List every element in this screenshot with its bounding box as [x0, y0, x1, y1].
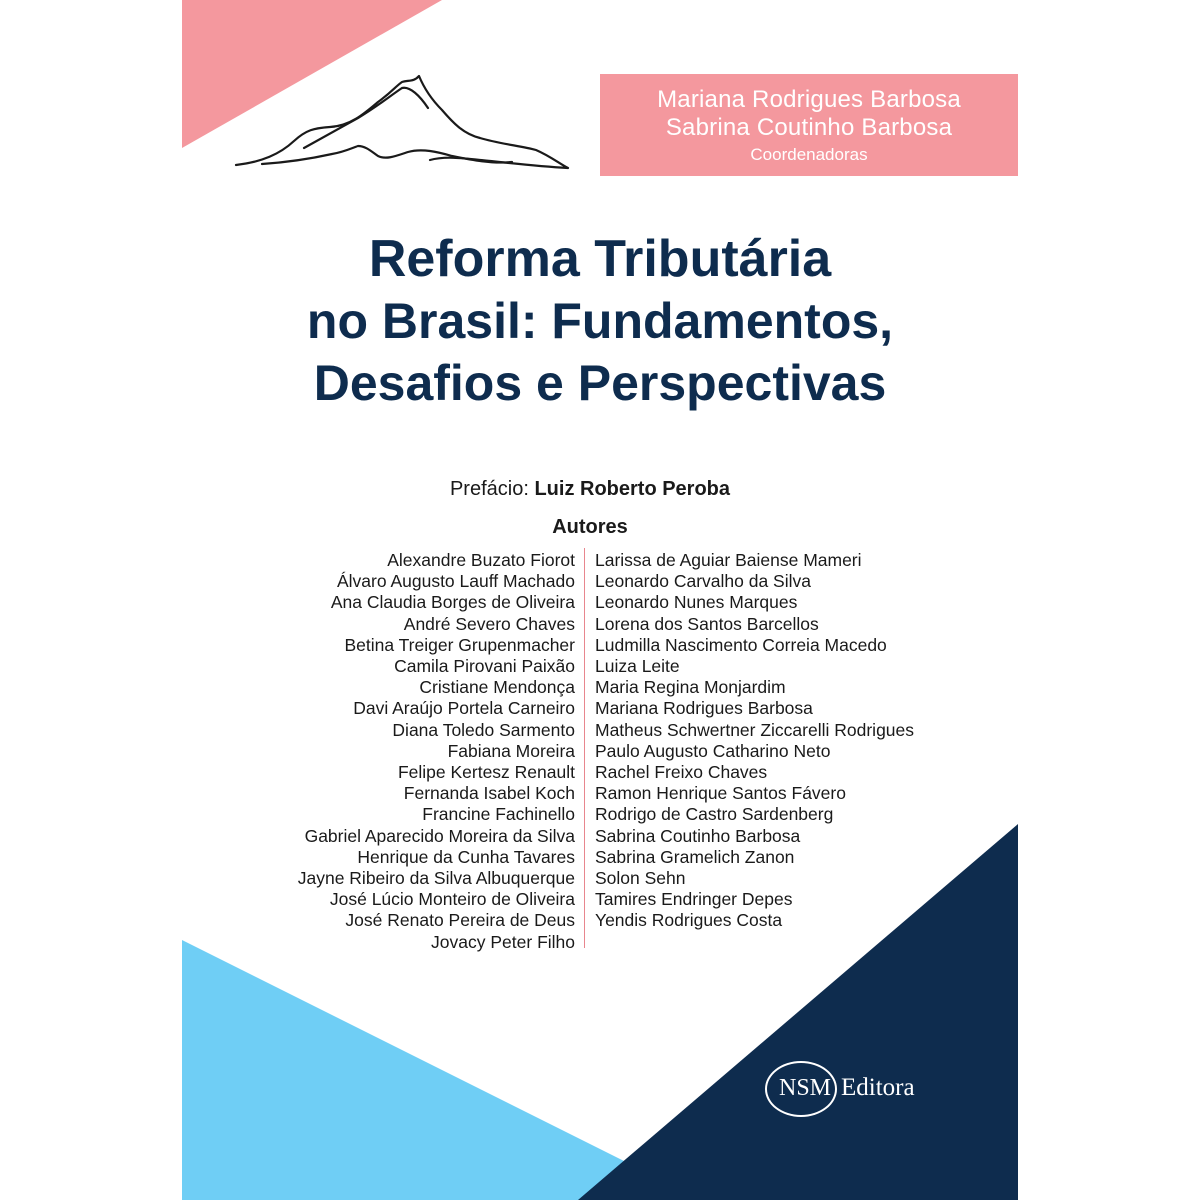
coordinator-name: Sabrina Coutinho Barbosa: [665, 114, 953, 141]
author-name: Davi Araújo Portela Carneiro: [353, 698, 575, 719]
author-name: Jayne Ribeiro da Silva Albuquerque: [297, 868, 575, 889]
authors-list-right: [595, 550, 1015, 932]
author-name: Cristiane Mendonça: [419, 677, 575, 698]
logo-name: Editora: [841, 1074, 915, 1101]
author-name: Leonardo Nunes Marques: [595, 592, 798, 613]
author-name: Rachel Freixo Chaves: [595, 762, 768, 783]
author-name: Sabrina Coutinho Barbosa: [595, 825, 801, 846]
book-title: [182, 228, 1018, 414]
author-name: Sabrina Gramelich Zanon: [595, 846, 795, 867]
logo-mark: NSM: [778, 1075, 832, 1101]
title-line-2: no Brasil: Fundamentos,: [306, 293, 894, 349]
preface-label: Prefácio:: [449, 478, 529, 500]
author-name: Luiza Leite: [595, 656, 680, 677]
author-name: Camila Pirovani Paixão: [394, 656, 575, 677]
publisher-logo: [765, 1061, 945, 1117]
author-name: Gabriel Aparecido Moreira da Silva: [304, 825, 575, 846]
author-name: Ramon Henrique Santos Fávero: [595, 783, 846, 804]
mountain-line-icon: [236, 76, 568, 168]
author-name: Mariana Rodrigues Barbosa: [595, 698, 813, 719]
author-name: Fabiana Moreira: [447, 740, 575, 761]
author-name: Betina Treiger Grupenmacher: [344, 634, 575, 655]
author-name: Leonardo Carvalho da Silva: [595, 571, 811, 592]
preface-credit: [182, 476, 998, 502]
author-name: José Lúcio Monteiro de Oliveira: [329, 889, 575, 910]
author-name: André Severo Chaves: [403, 613, 575, 634]
author-name: Ana Claudia Borges de Oliveira: [330, 592, 575, 613]
author-name: Larissa de Aguiar Baiense Mameri: [595, 550, 862, 570]
author-name: Álvaro Augusto Lauff Machado: [336, 571, 575, 592]
author-name: Alexandre Buzato Fiorot: [387, 550, 575, 570]
author-name: Rodrigo de Castro Sardenberg: [595, 804, 834, 825]
author-name: Yendis Rodrigues Costa: [595, 910, 783, 931]
preface-author: Luiz Roberto Peroba: [534, 478, 731, 500]
book-cover: [182, 0, 1018, 1200]
author-name: Felipe Kertesz Renault: [397, 762, 575, 783]
author-name: Diana Toledo Sarmento: [392, 719, 575, 740]
author-name: Francine Fachinello: [422, 804, 575, 825]
author-name: Jovacy Peter Filho: [431, 931, 575, 952]
author-name: Matheus Schwertner Ziccarelli Rodrigues: [595, 719, 915, 740]
author-name: José Renato Pereira de Deus: [345, 910, 575, 931]
coordinator-name: Mariana Rodrigues Barbosa: [657, 86, 961, 113]
author-name: Solon Sehn: [595, 868, 686, 889]
coordinators-box: [600, 74, 1018, 176]
author-name: Henrique da Cunha Tavares: [357, 846, 575, 867]
authors-list-left: [182, 550, 575, 953]
coordinator-role: Coordenadoras: [750, 145, 868, 164]
authors-divider: [584, 548, 585, 948]
author-name: Lorena dos Santos Barcellos: [595, 613, 819, 634]
pink-corner-triangle: [182, 0, 442, 148]
title-line-3: Desafios e Perspectivas: [313, 355, 887, 411]
author-name: Tamires Endringer Depes: [595, 889, 793, 910]
title-line-1: Reforma Tributária: [368, 230, 832, 288]
authors-heading: Autores: [552, 516, 628, 538]
author-name: Paulo Augusto Catharino Neto: [595, 740, 831, 761]
author-name: Fernanda Isabel Koch: [403, 783, 575, 804]
author-name: Maria Regina Monjardim: [595, 677, 786, 698]
author-name: Ludmilla Nascimento Correia Macedo: [595, 634, 887, 655]
